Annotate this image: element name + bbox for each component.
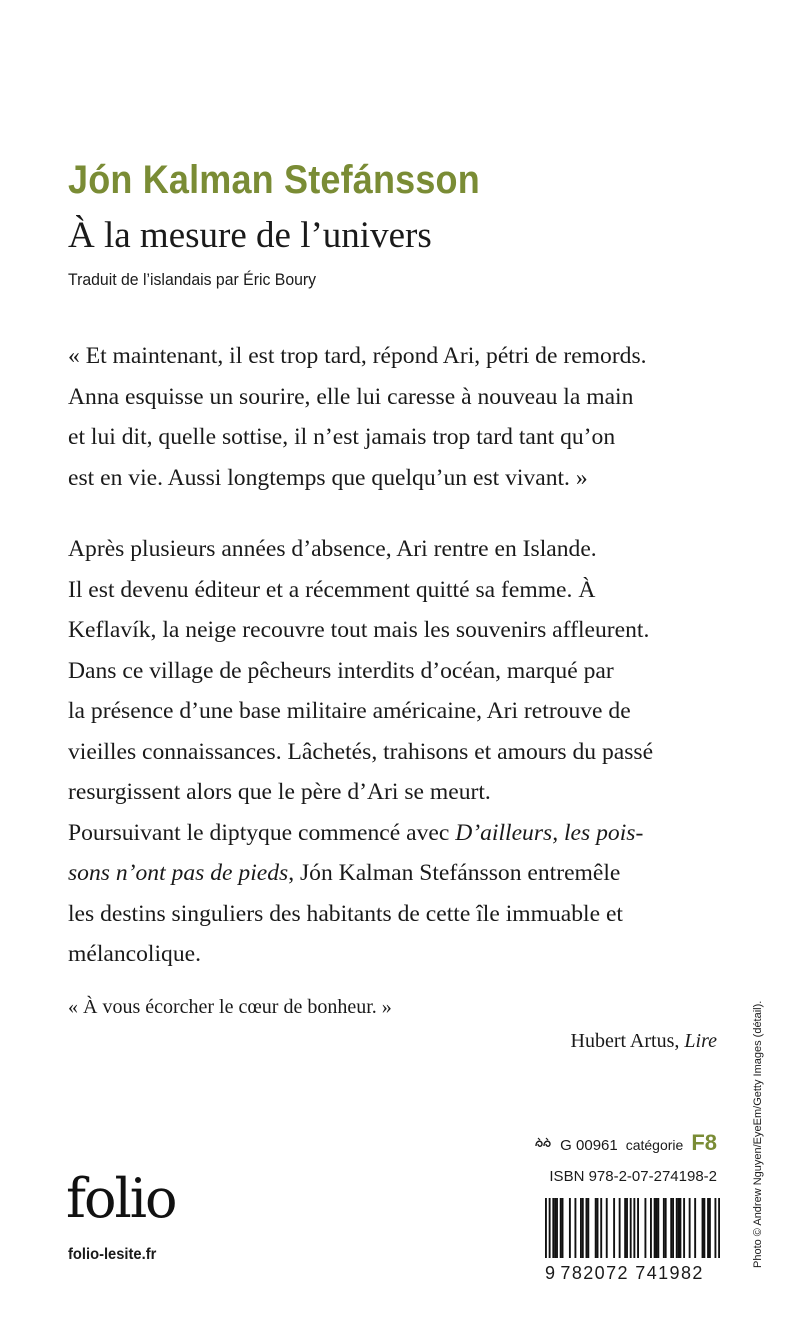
barcode-bar — [678, 1198, 680, 1258]
barcode-bar — [552, 1198, 554, 1258]
folio-logo: folio — [66, 1167, 176, 1230]
summary-text: , Jón Kalman Stefánsson entremêle — [288, 860, 621, 886]
previous-book-title: D’ailleurs, les pois- — [455, 819, 644, 846]
barcode-bar — [549, 1198, 551, 1258]
publication-name: Lire — [684, 1030, 717, 1052]
ean-barcode — [545, 1198, 720, 1258]
previous-book-title: sons n’ont pas de pieds — [68, 860, 289, 886]
summary-line: Keflavík, la neige recouvre tout mais les souvenirs affleurent. — [68, 617, 650, 643]
barcode-bar — [665, 1198, 667, 1258]
barcode-bar — [582, 1198, 584, 1258]
summary-line: la présence d’une base militaire américaine, Ari retrouve de — [68, 698, 631, 724]
summary-line: les destins singuliers des habitants de cette île immuable et — [68, 900, 623, 927]
barcode-bar — [657, 1198, 659, 1258]
barcode-bar — [683, 1198, 685, 1258]
summary-line: Dans ce village de pêcheurs interdits d’océan, marqué par — [68, 657, 614, 684]
barcode-bar — [709, 1198, 711, 1258]
barcode-bar — [702, 1198, 704, 1258]
author-name: Jón Kalman Stefánsson — [68, 158, 480, 202]
barcode-bar — [574, 1198, 576, 1258]
barcode-bar — [644, 1198, 646, 1258]
barcode-bar — [707, 1198, 709, 1258]
quote-line: Anna esquisse un sourire, elle lui caresse à nouveau la main — [68, 383, 634, 410]
summary-line: Après plusieurs années d’absence, Ari rentre en Islande. — [68, 536, 597, 562]
barcode-bar — [670, 1198, 672, 1258]
category-value: F8 — [691, 1130, 717, 1155]
quote-line: « Et maintenant, il est trop tard, répond Ari, pétri de remords. — [68, 343, 647, 369]
barcode-bar — [637, 1198, 639, 1258]
barcode-bar — [586, 1198, 588, 1258]
quote-line: et lui dit, quelle sottise, il n’est jamais trop tard tant qu’on — [68, 424, 616, 450]
barcode-bar — [600, 1198, 602, 1258]
barcode-bar — [714, 1198, 716, 1258]
summary-line: mélancolique. — [68, 941, 201, 967]
barcode-bar — [556, 1198, 558, 1258]
quote-line: est en vie. Aussi longtemps que quelqu’un est vivant. » — [68, 464, 588, 491]
summary-line — [68, 813, 748, 854]
barcode-bar — [545, 1198, 547, 1258]
publisher-website[interactable]: folio-lesite.fr — [68, 1246, 157, 1263]
barcode-bar — [619, 1198, 621, 1258]
barcode-lead-digit: 9 — [545, 1263, 557, 1283]
press-quote: « À vous écorcher le cœur de bonheur. » — [68, 996, 392, 1018]
barcode-bar — [554, 1198, 556, 1258]
barcode-bar — [718, 1198, 720, 1258]
barcode-bar — [672, 1198, 674, 1258]
barcode-bar — [560, 1198, 562, 1258]
barcode-bar — [654, 1198, 656, 1258]
barcode-bar — [624, 1198, 626, 1258]
barcode-bar — [606, 1198, 608, 1258]
barcode-bar — [580, 1198, 582, 1258]
summary-line — [68, 853, 748, 894]
summary-line: Il est devenu éditeur et a récemment quitté sa femme. À — [68, 576, 596, 603]
barcode-bar — [650, 1198, 652, 1258]
barcode-bar — [689, 1198, 691, 1258]
category-label: catégorie — [625, 1137, 684, 1153]
barcode-number — [545, 1263, 704, 1284]
book-title: À la mesure de l’univers — [68, 215, 432, 256]
barcode-bar — [613, 1198, 615, 1258]
isbn: ISBN 978-2-07-274198-2 — [549, 1168, 717, 1185]
barcode-bar — [703, 1198, 705, 1258]
press-attribution — [571, 1030, 718, 1053]
barcode-bar — [630, 1198, 632, 1258]
photo-credit: Photo © Andrew Nguyen/EyeEm/Getty Images (détail). — [752, 1000, 764, 1268]
barcode-bar — [626, 1198, 628, 1258]
barcode-bar — [633, 1198, 635, 1258]
barcode-bar — [656, 1198, 658, 1258]
barcode-bar — [679, 1198, 681, 1258]
critic-name: Hubert Artus, — [570, 1030, 685, 1052]
spiral-logo-icon — [534, 1136, 552, 1155]
barcode-bar — [569, 1198, 571, 1258]
catalog-info — [534, 1130, 717, 1156]
barcode-bar — [694, 1198, 696, 1258]
summary-line: vieilles connaissances. Lâchetés, trahisons et amours du passé — [68, 738, 654, 765]
summary-line: resurgissent alors que le père d’Ari se meurt. — [68, 779, 491, 805]
barcode-bar — [676, 1198, 678, 1258]
translator-credit: Traduit de l’islandais par Éric Boury — [68, 270, 317, 289]
barcode-group-1: 782072 — [560, 1263, 629, 1283]
barcode-bar — [562, 1198, 564, 1258]
barcode-bar — [597, 1198, 599, 1258]
barcode-bar — [587, 1198, 589, 1258]
catalog-code: G 00961 — [560, 1137, 618, 1154]
summary-text: Poursuivant le diptyque commencé avec — [68, 819, 456, 846]
barcode-bar — [595, 1198, 597, 1258]
book-summary — [68, 529, 748, 975]
barcode-bar — [663, 1198, 665, 1258]
barcode-group-2: 741982 — [635, 1263, 704, 1283]
excerpt-quote — [68, 336, 748, 498]
